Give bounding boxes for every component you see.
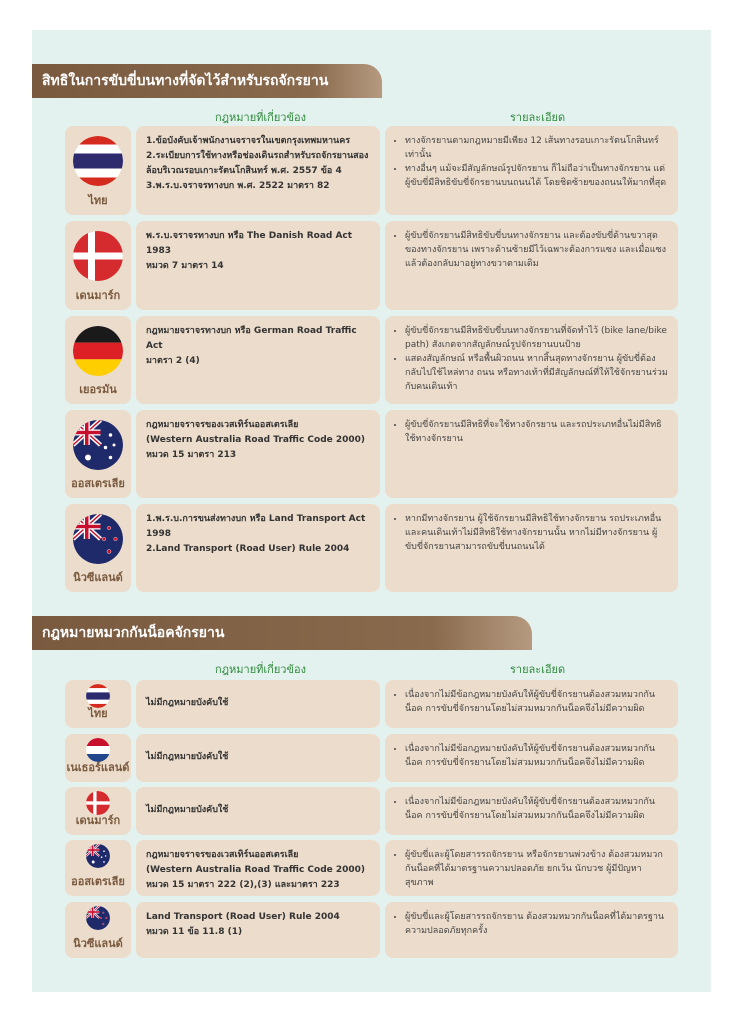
germany-flag-icon (73, 326, 123, 376)
detail-item: • ผู้ขับขี่จักรยานมีสิทธิขับขี่บนทางจักรยานที่จัดทำไว้ (bike lane/bike path) สังเกตจากสัญลักษณ์รูปจักรยานบนป้าย (405, 324, 668, 352)
detail-cell (385, 902, 678, 958)
law-cell: ไม่มีกฎหมายบังคับใช้ (136, 734, 380, 782)
country-card (65, 787, 131, 835)
thailand-flag-icon (73, 136, 123, 186)
country-name: ออสเตรเลีย (71, 875, 125, 888)
section2-title: กฎหมายหมวกกันน็อคจักรยาน (32, 616, 532, 650)
section1-title: สิทธิในการขับขี่บนทางที่จัดไว้สำหรับรถจักรยาน (32, 64, 382, 98)
law-cell: ไม่มีกฎหมายบังคับใช้ (136, 787, 380, 835)
law-cell: กฎหมายจราจรของเวสเทิร์นออสเตรเลีย (Western Australia Road Traffic Code 2000) หมวด 15 มาตรา 213 (136, 410, 380, 498)
country-card (65, 504, 131, 592)
section1-col-detail: รายละเอียด (510, 111, 566, 124)
detail-cell (385, 221, 678, 310)
detail-cell (385, 410, 678, 498)
country-card (65, 840, 131, 896)
law-cell: 1.พ.ร.บ.การขนส่งทางบก หรือ Land Transport Act 1998 2.Land Transport (Road User) Rule 2004 (136, 504, 380, 592)
detail-item: • ทางจักรยานตามกฎหมายมีเพียง 12 เส้นทางรอบเกาะรัตนโกสินทร์เท่านั้น (405, 134, 668, 162)
country-card (65, 316, 131, 404)
country-name: เดนมาร์ก (75, 289, 121, 302)
law-cell: ไม่มีกฎหมายบังคับใช้ (136, 680, 380, 728)
country-name: เยอรมัน (79, 383, 117, 396)
country-name: ออสเตรเลีย (71, 477, 125, 490)
detail-item: • ผู้ขับขี่จักรยานมีสิทธิขับขี่บนทางจักรยาน และต้องขับขี่ด้านขวาสุดของทางจักรยาน เพราะด้านซ้ายมีไว้เฉพาะต้องการแซง และเมื่อแซงแล้วต้องกลับมาอยู่ทางขวาตามเดิม (405, 229, 668, 271)
detail-item: • เนื่องจากไม่มีข้อกฎหมายบังคับให้ผู้ขับขี่จักรยานต้องสวมหมวกกันน็อค การขับขี่จักรยานโดยไม่สวมหมวกกันน็อคจึงไม่มีความผิด (405, 742, 668, 770)
newzealand-flag-icon (86, 906, 110, 930)
law-cell: 1.ข้อบังคับเจ้าพนักงานจราจรในเขตกรุงเทพมหานคร 2.ระเบียบการใช้ทางหรือช่องเดินรถสำหรับรถจักรยานสองล้อบริเวณรอบเกาะรัตนโกสินทร์ พ.ศ. 2557 ข้อ 4 3.พ.ร.บ.จราจรทางบก พ.ศ. 2522 มาตรา 82 (136, 126, 380, 215)
country-name: เดนมาร์ก (75, 814, 121, 827)
detail-cell (385, 840, 678, 896)
country-card (65, 734, 131, 782)
detail-item: • ผู้ขับขี่จักรยานมีสิทธิที่จะใช้ทางจักรยาน และรถประเภทอื่นไม่มีสิทธิใช้ทางจักรยาน (405, 418, 668, 446)
country-card (65, 680, 131, 728)
detail-item: • เนื่องจากไม่มีข้อกฎหมายบังคับให้ผู้ขับขี่จักรยานต้องสวมหมวกกันน็อค การขับขี่จักรยานโดยไม่สวมหมวกกันน็อคจึงไม่มีความผิด (405, 795, 668, 823)
country-name: เนเธอร์แลนด์ (66, 761, 130, 774)
country-name: นิวซีแลนด์ (73, 937, 123, 950)
country-name: ไทย (88, 707, 108, 720)
detail-cell (385, 680, 678, 728)
detail-cell (385, 787, 678, 835)
detail-cell (385, 126, 678, 215)
section1-col-law: กฎหมายที่เกี่ยวข้อง (215, 111, 306, 124)
australia-flag-icon (86, 844, 110, 868)
detail-item: • แสดงสัญลักษณ์ หรือพื้นผิวถนน หากสิ้นสุดทางจักรยาน ผู้ขับขี่ต้องกลับไปใช้ไหล่ทาง ถนน หรือทางเท้าที่มีสัญลักษณ์ที่ให้ใช้จักรยานร่วมกับคนเดินเท้า (405, 352, 668, 394)
law-cell: Land Transport (Road User) Rule 2004 หมวด 11 ข้อ 11.8 (1) (136, 902, 380, 958)
law-cell: กฎหมายจราจรของเวสเทิร์นออสเตรเลีย (Western Australia Road Traffic Code 2000) หมวด 15 มาตรา 222 (2),(3) และมาตรา 223 (136, 840, 380, 896)
detail-cell (385, 316, 678, 404)
section2-col-law: กฎหมายที่เกี่ยวข้อง (215, 663, 306, 676)
detail-cell (385, 734, 678, 782)
country-card (65, 221, 131, 310)
country-name: ไทย (88, 194, 108, 207)
section2-col-detail: รายละเอียด (510, 663, 566, 676)
country-card (65, 410, 131, 498)
detail-cell (385, 504, 678, 592)
country-card (65, 126, 131, 215)
detail-item: • หากมีทางจักรยาน ผู้ใช้จักรยานมีสิทธิใช้ทางจักรยาน รถประเภทอื่นและคนเดินเท้าไม่มีสิทธิใช้ทางจักรยานนั้น หากไม่มีทางจักรยาน ผู้ขับขี่จักรยานสามารถขับขี่บนถนนได้ (405, 512, 668, 554)
newzealand-flag-icon (73, 514, 123, 564)
detail-item: • ผู้ขับขี่และผู้โดยสารรถจักรยาน หรือจักรยานพ่วงข้าง ต้องสวมหมวกกันน็อคที่ได้มาตรฐานความปลอดภัย ยกเว้น นักบวช ผู้มีปัญหาสุขภาพ (405, 848, 668, 890)
australia-flag-icon (73, 420, 123, 470)
detail-item: • ทางอื่นๆ แม้จะมีสัญลักษณ์รูปจักรยาน ก็ไม่ถือว่าเป็นทางจักรยาน แต่ผู้ขับขี่มีสิทธิขับขี่จักรยานบนถนนได้ โดยชิดซ้ายของถนนให้มากที่สุด (405, 162, 668, 190)
law-cell: กฎหมายจราจรทางบก หรือ German Road Traffic Act มาตรา 2 (4) (136, 316, 380, 404)
denmark-flag-icon (73, 231, 123, 281)
detail-item: • เนื่องจากไม่มีข้อกฎหมายบังคับให้ผู้ขับขี่จักรยานต้องสวมหมวกกันน็อค การขับขี่จักรยานโดยไม่สวมหมวกกันน็อคจึงไม่มีความผิด (405, 688, 668, 716)
law-cell: พ.ร.บ.จราจรทางบก หรือ The Danish Road Act 1983 หมวด 7 มาตรา 14 (136, 221, 380, 310)
detail-item: • ผู้ขับขี่และผู้โดยสารรถจักรยาน ต้องสวมหมวกกันน็อคที่ได้มาตรฐานความปลอดภัยทุกครั้ง (405, 910, 668, 938)
country-card (65, 902, 131, 958)
country-name: นิวซีแลนด์ (73, 571, 123, 584)
